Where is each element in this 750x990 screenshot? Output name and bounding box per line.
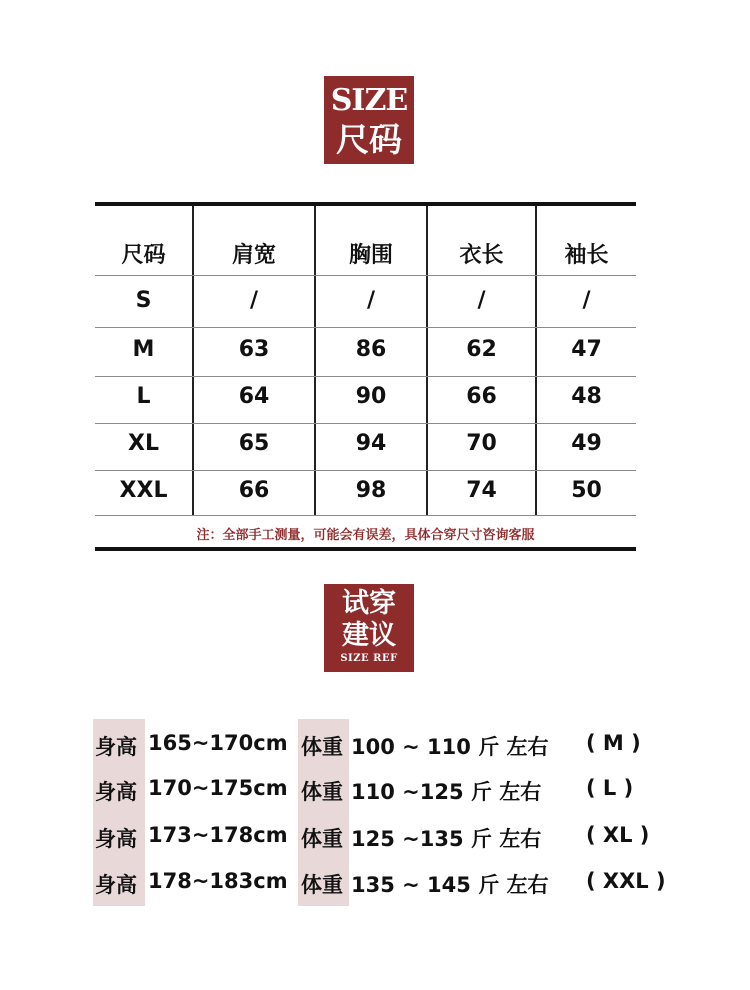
- weight-range: 135 ~ 145 斤 左右: [351, 873, 549, 897]
- cell-chest: /: [366, 288, 376, 313]
- cell-sleeve: 50: [571, 478, 602, 503]
- cell-sleeve: 49: [571, 431, 602, 456]
- cell-shoulder: 66: [238, 478, 270, 503]
- size-recommendation: ( XXL ): [586, 869, 666, 893]
- cell-sleeve: 48: [571, 384, 602, 409]
- header-shoulder: 肩宽: [231, 243, 276, 268]
- height-label: 身高: [95, 827, 137, 851]
- header-length: 衣长: [459, 243, 504, 268]
- row-divider: [95, 515, 636, 516]
- cell-size: M: [132, 337, 155, 362]
- weight-label: 体重: [301, 735, 343, 759]
- cell-length: 66: [466, 384, 497, 409]
- height-range: 165~170cm: [148, 731, 288, 755]
- cell-size: S: [135, 288, 152, 313]
- header-chest: 胸围: [348, 243, 393, 268]
- cell-chest: 86: [355, 337, 387, 362]
- size-recommendation: ( XL ): [586, 823, 650, 847]
- table-top-rule: [95, 202, 636, 206]
- fit-badge: [324, 584, 414, 672]
- measurement-note: 注：全部手工测量，可能会有误差，具体合穿尺寸咨询客服: [196, 528, 535, 543]
- row-divider: [95, 327, 636, 328]
- height-range: 178~183cm: [148, 869, 288, 893]
- fit-badge-line3: SIZE REF: [340, 653, 398, 664]
- cell-shoulder: 65: [238, 431, 270, 456]
- weight-label: 体重: [301, 827, 343, 851]
- size-badge-title: SIZE: [330, 83, 408, 118]
- height-label: 身高: [95, 780, 137, 804]
- size-badge: [324, 76, 414, 164]
- height-label: 身高: [95, 735, 137, 759]
- weight-range: 125 ~135 斤 左右: [351, 827, 542, 851]
- size-badge-subtitle: 尺码: [336, 120, 402, 159]
- height-range: 170~175cm: [148, 776, 288, 800]
- cell-size: L: [136, 384, 151, 409]
- fit-badge-line2: 建议: [342, 620, 396, 651]
- weight-range: 110 ~125 斤 左右: [351, 780, 542, 804]
- row-divider: [95, 376, 636, 377]
- table-bottom-rule: [95, 547, 636, 551]
- cell-length: 74: [466, 478, 497, 503]
- row-divider: [95, 275, 636, 276]
- cell-shoulder: /: [249, 288, 259, 313]
- cell-length: 62: [466, 337, 497, 362]
- cell-size: XXL: [119, 478, 168, 503]
- cell-sleeve: 47: [571, 337, 602, 362]
- row-divider: [95, 470, 636, 471]
- cell-length: /: [477, 288, 486, 313]
- cell-length: 70: [466, 431, 497, 456]
- size-recommendation: ( M ): [586, 731, 641, 755]
- row-divider: [95, 423, 636, 424]
- weight-label: 体重: [301, 873, 343, 897]
- cell-chest: 94: [355, 431, 387, 456]
- height-range: 173~178cm: [148, 823, 288, 847]
- cell-size: XL: [128, 431, 159, 456]
- size-recommendation: ( L ): [586, 776, 634, 800]
- header-size: 尺码: [121, 243, 166, 268]
- height-label: 身高: [95, 873, 137, 897]
- cell-chest: 90: [355, 384, 387, 409]
- cell-shoulder: 64: [238, 384, 270, 409]
- cell-shoulder: 63: [238, 337, 270, 362]
- cell-sleeve: /: [582, 288, 591, 313]
- header-sleeve: 袖长: [564, 243, 609, 268]
- fit-badge-line1: 试穿: [342, 588, 396, 619]
- weight-label: 体重: [301, 780, 343, 804]
- cell-chest: 98: [355, 478, 387, 503]
- weight-range: 100 ~ 110 斤 左右: [351, 735, 549, 759]
